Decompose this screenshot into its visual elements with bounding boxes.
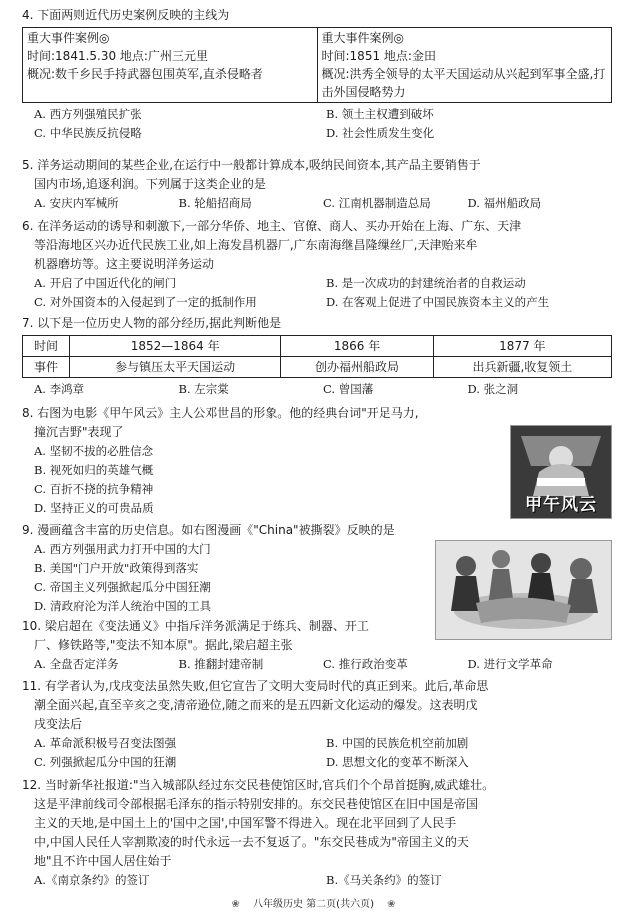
q4-option-a[interactable]: A. 西方列强殖民扩张	[34, 107, 142, 121]
q7-cell: 参与镇压太平天国运动	[70, 357, 281, 378]
q10-option-a[interactable]: A. 全盘否定洋务	[34, 657, 119, 671]
q11-stem-line2: 潮全面兴起,直至辛亥之变,清帝逊位,随之而来的是五四新文化运动的爆发。这表明戊	[34, 698, 478, 712]
movie-poster-image	[510, 425, 612, 519]
q7-options	[22, 380, 612, 399]
footer-page-label: 八年级历史 第二页(共六页)	[253, 899, 374, 910]
q8-option-b[interactable]: B. 视死如归的英雄气概	[34, 463, 154, 477]
q11-option-d[interactable]: D. 思想文化的变革不断深入	[326, 755, 469, 769]
q7-cell: 事件	[23, 357, 70, 378]
q4-case1	[23, 28, 318, 103]
q10-option-d[interactable]: D. 进行文学革命	[467, 657, 553, 671]
page-footer	[0, 895, 627, 910]
q11-option-c[interactable]: C. 列强掀起瓜分中国的狂潮	[34, 755, 177, 769]
q10-option-c[interactable]: C. 推行政治变革	[323, 657, 408, 671]
question-4	[22, 6, 612, 143]
q4-option-d[interactable]: D. 社会性质发生变化	[326, 126, 435, 140]
q11-stem-line1: 11. 有学者认为,戊戌变法虽然失败,但它宣告了文明大变局时代的真正到来。此后,革命思	[22, 679, 489, 693]
flower-icon: ❀	[231, 899, 240, 910]
q4-case2-title: 重大事件案例◎	[321, 31, 404, 45]
q10-stem-line2: 厂、修铁路等,"变法不知本原"。据此,梁启超主张	[34, 638, 293, 652]
q8-option-d[interactable]: D. 坚持正义的可贵品质	[34, 501, 154, 515]
question-9	[22, 521, 432, 616]
q4-case1-title: 重大事件案例◎	[27, 31, 110, 45]
q4-option-c[interactable]: C. 中华民族反抗侵略	[34, 126, 142, 140]
q4-options	[22, 105, 612, 143]
question-12	[22, 776, 612, 890]
q4-option-b[interactable]: B. 领土主权遭到破坏	[326, 107, 434, 121]
q10-stem-line1: 10. 梁启超在《变法通义》中指斥洋务派满足于练兵、制器、开工	[22, 619, 369, 633]
q5-stem-line2: 国内市场,追逐利润。下列属于这类企业的是	[34, 177, 266, 191]
q10-options	[22, 655, 612, 674]
q12-stem-line1: 12. 当时新华社报道:"当入城部队经过东交民巷使馆区时,官兵们个个昂首挺胸,威武雄壮。	[22, 778, 495, 792]
q10-option-b[interactable]: B. 推翻封建帝制	[178, 657, 264, 671]
flower-icon: ❀	[387, 899, 396, 910]
q7-option-a[interactable]: A. 李鸿章	[34, 382, 85, 396]
q12-options	[22, 871, 612, 890]
q9-stem: 9. 漫画蕴含丰富的历史信息。如右图漫画《"China"被撕裂》反映的是	[22, 523, 395, 537]
q5-options	[22, 194, 612, 213]
q7-cell: 时间	[23, 336, 70, 357]
q4-case1-time: 时间:1841.5.30 地点:广州三元里	[27, 49, 208, 63]
q7-stem: 7. 以下是一位历史人物的部分经历,据此判断他是	[22, 316, 282, 330]
q7-cell: 1852—1864 年	[70, 336, 281, 357]
q7-option-d[interactable]: D. 张之洞	[467, 382, 519, 396]
q7-cell: 出兵新疆,收复领土	[433, 357, 611, 378]
q6-options	[22, 274, 612, 312]
q7-cell: 1866 年	[281, 336, 433, 357]
q5-option-b[interactable]: B. 轮船招商局	[178, 196, 252, 210]
q12-stem-line5: 地"且不许中国人居住始于	[34, 854, 172, 868]
q11-option-a[interactable]: A. 革命派积极号召变法图强	[34, 736, 177, 750]
q7-cell: 创办福州船政局	[281, 357, 433, 378]
q8-stem-line1: 8. 右图为电影《甲午风云》主人公邓世昌的形象。他的经典台词"开足马力,	[22, 406, 419, 420]
q4-case2-summary: 概况:洪秀全领导的太平天国运动从兴起到军事全盛,打击外国侵略势力	[321, 67, 606, 99]
q12-option-b[interactable]: B.《马关条约》的签订	[326, 873, 442, 887]
q9-option-b[interactable]: B. 美国"门户开放"政策得到落实	[34, 561, 199, 575]
q12-stem-line2: 这是平津前线司令部根据毛泽东的指示特别安排的。东交民巷使馆区在旧中国是帝国	[34, 797, 479, 811]
q6-option-b[interactable]: B. 是一次成功的封建统治者的自救运动	[326, 276, 526, 290]
q7-option-b[interactable]: B. 左宗棠	[178, 382, 229, 396]
q8-option-a[interactable]: A. 坚韧不拔的必胜信念	[34, 444, 154, 458]
q6-option-d[interactable]: D. 在客观上促进了中国民族资本主义的产生	[326, 295, 550, 309]
q7-row-time	[23, 336, 612, 357]
q12-stem-line4: 中,中国人民任人宰割欺凌的时代永远一去不复返了。"东交民巷成为"帝国主义的天	[34, 835, 469, 849]
q9-option-d[interactable]: D. 清政府沦为洋人统治中国的工具	[34, 599, 212, 613]
q4-case-table	[22, 27, 612, 103]
q11-options	[22, 734, 612, 772]
q4-case2-time: 时间:1851 地点:金田	[321, 49, 436, 63]
q7-table	[22, 335, 612, 378]
q4-case2	[317, 28, 612, 103]
question-6	[22, 217, 612, 312]
q7-row-event	[23, 357, 612, 378]
q6-stem-line3: 机器磨坊等。这主要说明洋务运动	[34, 257, 215, 271]
q11-option-b[interactable]: B. 中国的民族危机空前加剧	[326, 736, 469, 750]
q6-option-a[interactable]: A. 开启了中国近代化的闸门	[34, 276, 177, 290]
question-8	[22, 404, 502, 518]
q8-option-c[interactable]: C. 百折不挠的抗争精神	[34, 482, 154, 496]
q12-option-a[interactable]: A.《南京条约》的签订	[34, 873, 150, 887]
question-7	[22, 314, 612, 399]
poster-title: 甲午风云	[525, 495, 597, 515]
q9-option-a[interactable]: A. 西方列强用武力打开中国的大门	[34, 542, 211, 556]
q6-stem-line1: 6. 在洋务运动的诱导和刺激下,一部分华侨、地主、官僚、商人、买办开始在上海、广东、天津	[22, 219, 522, 233]
question-11	[22, 677, 612, 772]
q8-stem-line2: 撞沉吉野"表现了	[34, 425, 124, 439]
q12-stem-line3: 主义的天地,是中国土上的'国中之国',中国军警不得进入。现在北平回到了人民手	[34, 816, 457, 830]
q5-option-a[interactable]: A. 安庆内军械所	[34, 196, 119, 210]
question-10	[22, 617, 612, 674]
q7-option-c[interactable]: C. 曾国藩	[323, 382, 374, 396]
q5-option-d[interactable]: D. 福州船政局	[467, 196, 542, 210]
question-5	[22, 156, 612, 213]
q6-option-c[interactable]: C. 对外国资本的入侵起到了一定的抵制作用	[34, 295, 257, 309]
q4-case1-summary: 概况:数千乡民手持武器包围英军,直杀侵略者	[27, 67, 263, 81]
q7-cell: 1877 年	[433, 336, 611, 357]
q9-option-c[interactable]: C. 帝国主义列强掀起瓜分中国狂潮	[34, 580, 211, 594]
q4-stem: 4. 下面两则近代历史案例反映的主线为	[22, 8, 230, 22]
q5-option-c[interactable]: C. 江南机器制造总局	[323, 196, 431, 210]
q11-stem-line3: 戌变法后	[34, 717, 83, 731]
q6-stem-line2: 等沿海地区兴办近代民族工业,如上海发昌机器厂,广东南海继昌隆缫丝厂,天津贻来牟	[34, 238, 478, 252]
q5-stem-line1: 5. 洋务运动期间的某些企业,在运行中一般都计算成本,吸纳民间资本,其产品主要销售于	[22, 158, 481, 172]
